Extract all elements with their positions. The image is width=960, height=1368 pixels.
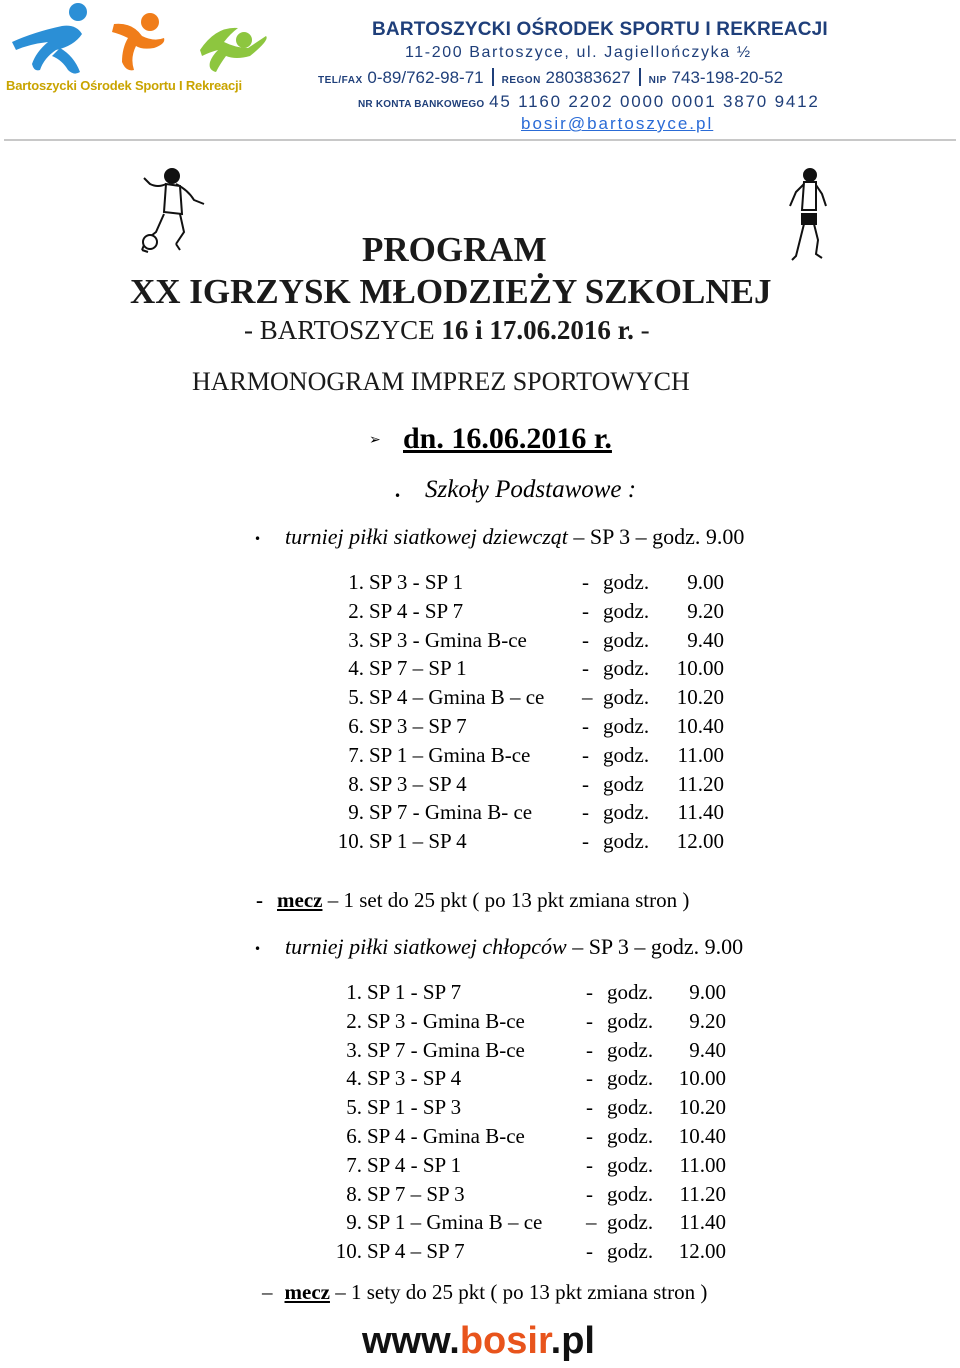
- program-title: PROGRAM: [362, 230, 547, 269]
- match-time-label: godz.: [607, 1152, 654, 1177]
- match-teams: SP 3 - SP 1: [369, 570, 464, 594]
- match-teams: SP 3 - Gmina B-ce: [369, 627, 527, 652]
- match-time: 10.20: [676, 685, 724, 710]
- match-number: 1.: [348, 570, 364, 594]
- match-row: [0, 599, 960, 628]
- match-row: [0, 1095, 960, 1124]
- bullet-icon: •: [254, 942, 262, 956]
- contact-line: [318, 68, 783, 88]
- bullet-icon: •: [254, 532, 262, 546]
- match-number: 7.: [346, 1152, 362, 1177]
- girls-tournament-title: turniej piłki siatkowej dziewcząt: [285, 524, 568, 549]
- match-number: 5.: [346, 1095, 362, 1120]
- match-time-label: godz.: [607, 1239, 654, 1264]
- match-row: [0, 1009, 960, 1038]
- match-teams: SP 4 – Gmina B – ce: [369, 685, 545, 710]
- match-row: [0, 980, 960, 1009]
- match-separator: -: [586, 1239, 593, 1264]
- match-separator: -: [582, 800, 589, 825]
- match-teams: SP 4 - SP 7: [369, 598, 464, 623]
- footer-suffix: .pl: [550, 1320, 595, 1362]
- match-teams: SP 3 - SP 4: [367, 1066, 462, 1091]
- match-number: 9.: [346, 1210, 362, 1235]
- match-number: 9.: [348, 800, 364, 825]
- match-row: [0, 1239, 960, 1268]
- nip-label: NIP: [648, 75, 667, 86]
- match-row: [0, 1038, 960, 1067]
- match-row: [0, 1066, 960, 1095]
- match-teams: SP 3 - Gmina B-ce: [367, 1008, 525, 1033]
- match-teams: SP 4 - Gmina B-ce: [367, 1124, 525, 1148]
- event-dates-prefix: - BARTOSZYCE: [244, 315, 442, 345]
- match-time: 9.20: [689, 1008, 726, 1033]
- event-dates-value: 16 i 17.06.2016 r.: [441, 315, 634, 345]
- note-dash: –: [262, 1280, 273, 1304]
- bank-account-number: 45 1160 2202 0000 0001 3870 9412: [489, 92, 820, 111]
- match-time-label: godz.: [607, 1037, 654, 1062]
- match-time: 9.40: [689, 1037, 726, 1062]
- match-time-label: godz.: [603, 800, 650, 825]
- match-time: 10.40: [678, 1124, 726, 1148]
- match-separator: -: [582, 598, 589, 623]
- tel-label: TEL/FAX: [318, 75, 363, 86]
- match-time: 9.40: [687, 627, 724, 652]
- match-time-label: godz.: [603, 627, 650, 652]
- match-row: [0, 829, 960, 858]
- football-player-icon: [138, 166, 214, 266]
- boys-tournament-info: – SP 3 – godz. 9.00: [566, 934, 744, 959]
- match-separator: -: [586, 1037, 593, 1062]
- match-time-label: godz.: [603, 742, 650, 767]
- match-time: 9.00: [687, 570, 724, 594]
- match-time-label: godz: [603, 771, 644, 796]
- boys-tournament-title: turniej piłki siatkowej chłopców: [285, 934, 567, 959]
- logo-blue-figure: [12, 3, 87, 74]
- match-teams: SP 3 – SP 7: [369, 714, 467, 738]
- footer-website: [362, 1320, 595, 1363]
- match-teams: SP 7 - Gmina B-ce: [367, 1037, 525, 1062]
- match-time: 11.40: [679, 1210, 726, 1235]
- match-number: 3.: [346, 1037, 362, 1062]
- match-separator: -: [582, 771, 589, 796]
- match-time: 10.20: [678, 1095, 726, 1120]
- match-number: 2.: [348, 598, 364, 623]
- match-teams: SP 1 - SP 3: [367, 1095, 462, 1120]
- match-row: [0, 1153, 960, 1182]
- event-title: XX IGRZYSK MŁODZIEŻY SZKOLNEJ: [130, 272, 772, 311]
- match-teams: SP 7 - Gmina B- ce: [369, 800, 533, 825]
- logo-green-figure: [200, 28, 267, 72]
- match-separator: -: [582, 742, 589, 767]
- match-row: [0, 743, 960, 772]
- note-text: – 1 sety do 25 pkt ( po 13 pkt zmiana stron ): [329, 1280, 708, 1304]
- match-teams: SP 1 – Gmina B-ce: [369, 742, 531, 767]
- match-number: 5.: [348, 685, 364, 710]
- schedule-heading: HARMONOGRAM IMPREZ SPORTOWYCH: [192, 367, 690, 396]
- match-separator: -: [582, 714, 589, 738]
- boys-match-rules: [262, 1280, 707, 1305]
- match-separator: -: [582, 627, 589, 652]
- footer-domain: bosir: [459, 1320, 551, 1362]
- match-time: 11.20: [679, 1181, 726, 1206]
- match-row: [0, 772, 960, 801]
- match-separator: -: [582, 570, 589, 594]
- organization-address: 11-200 Bartoszyce, ul. Jagiellończyka ½: [405, 44, 752, 61]
- match-time: 11.00: [677, 742, 724, 767]
- separator: [639, 68, 641, 86]
- girls-match-rules: [256, 888, 689, 913]
- regon-label: REGON: [501, 75, 541, 86]
- match-number: 8.: [348, 771, 364, 796]
- match-time-label: godz.: [603, 598, 650, 623]
- match-teams: SP 1 – Gmina B – ce: [367, 1210, 543, 1235]
- note-keyword: mecz: [284, 1280, 330, 1304]
- match-teams: SP 7 – SP 3: [367, 1181, 465, 1206]
- match-teams: SP 4 – SP 7: [367, 1239, 465, 1264]
- match-separator: -: [582, 829, 589, 854]
- girls-tournament-info: – SP 3 – godz. 9.00: [567, 524, 745, 549]
- email-link[interactable]: bosir@bartoszyce.pl: [521, 114, 714, 133]
- match-row: [0, 800, 960, 829]
- logo-orange-figure: [112, 13, 164, 70]
- match-teams: SP 7 – SP 1: [369, 656, 467, 681]
- match-time-label: godz.: [607, 1124, 654, 1148]
- separator: [492, 68, 494, 86]
- match-time-label: godz.: [603, 829, 650, 854]
- match-time-label: godz.: [603, 714, 650, 738]
- footer-prefix: www.: [362, 1320, 460, 1362]
- match-row: [0, 1124, 960, 1153]
- match-row: [0, 656, 960, 685]
- match-row: [0, 1210, 960, 1239]
- match-teams: SP 1 - SP 7: [367, 980, 462, 1004]
- note-keyword: mecz: [277, 888, 323, 912]
- match-number: 6.: [348, 714, 364, 738]
- tel-value: 0-89/762-98-71: [367, 68, 484, 87]
- match-separator: –: [582, 685, 593, 710]
- match-number: 8.: [346, 1181, 362, 1206]
- match-separator: -: [586, 1124, 593, 1148]
- match-separator: -: [586, 1095, 593, 1120]
- match-number: 10.: [335, 1239, 362, 1264]
- organization-name: BARTOSZYCKI OŚRODEK SPORTU I REKREACJI: [372, 19, 828, 40]
- match-teams: SP 3 – SP 4: [369, 771, 467, 796]
- bullet-icon: •: [394, 489, 402, 503]
- match-separator: -: [586, 980, 593, 1004]
- match-time: 10.40: [676, 714, 724, 738]
- match-time-label: godz.: [603, 570, 650, 594]
- match-time-label: godz.: [603, 685, 650, 710]
- match-number: 1.: [346, 980, 362, 1004]
- match-separator: -: [586, 1008, 593, 1033]
- match-separator: –: [586, 1210, 597, 1235]
- day-heading: dn. 16.06.2016 r.: [403, 422, 612, 455]
- match-time-label: godz.: [607, 980, 654, 1004]
- boys-tournament-heading: [285, 934, 743, 960]
- match-time: 12.00: [676, 829, 724, 854]
- match-time: 10.00: [678, 1066, 726, 1091]
- note-dash: -: [256, 888, 263, 912]
- nip-value: 743-198-20-52: [671, 68, 784, 87]
- match-number: 4.: [348, 656, 364, 681]
- match-time: 11.40: [677, 800, 724, 825]
- match-number: 10.: [337, 829, 364, 854]
- match-row: [0, 685, 960, 714]
- header-divider: [4, 139, 956, 141]
- girls-tournament-heading: [285, 524, 744, 550]
- match-time-label: godz.: [607, 1066, 654, 1091]
- match-time: 11.00: [679, 1152, 726, 1177]
- match-row: [0, 714, 960, 743]
- match-time-label: godz.: [607, 1008, 654, 1033]
- match-row: [0, 628, 960, 657]
- match-number: 6.: [346, 1124, 362, 1148]
- match-separator: -: [586, 1152, 593, 1177]
- note-text: – 1 set do 25 pkt ( po 13 pkt zmiana stron ): [322, 888, 690, 912]
- match-teams: SP 4 - SP 1: [367, 1152, 462, 1177]
- bank-account-line: [358, 92, 820, 112]
- match-number: 4.: [346, 1066, 362, 1091]
- regon-value: 280383627: [545, 68, 631, 87]
- match-row: [0, 1182, 960, 1211]
- bank-label: NR KONTA BANKOWEGO: [358, 99, 485, 110]
- match-separator: -: [586, 1066, 593, 1091]
- arrow-bullet-icon: ➢: [369, 432, 381, 448]
- match-time-label: godz.: [607, 1181, 654, 1206]
- runner-icon: [782, 166, 834, 266]
- logo-text: Bartoszycki Ośrodek Sportu I Rekreacji: [6, 78, 242, 93]
- match-teams: SP 1 – SP 4: [369, 829, 467, 854]
- event-dates-suffix: -: [633, 315, 650, 345]
- match-time-label: godz.: [603, 656, 650, 681]
- match-time: 9.00: [689, 980, 726, 1004]
- match-separator: -: [586, 1181, 593, 1206]
- match-number: 3.: [348, 627, 364, 652]
- match-time: 11.20: [677, 771, 724, 796]
- match-time: 10.00: [676, 656, 724, 681]
- match-time-label: godz.: [607, 1210, 654, 1235]
- match-time: 9.20: [687, 598, 724, 623]
- match-number: 2.: [346, 1008, 362, 1033]
- schools-heading: Szkoły Podstawowe :: [425, 476, 637, 503]
- match-time: 12.00: [678, 1239, 726, 1264]
- match-separator: -: [582, 656, 589, 681]
- match-time-label: godz.: [607, 1095, 654, 1120]
- match-row: [0, 570, 960, 599]
- match-number: 7.: [348, 742, 364, 767]
- event-dates: [244, 315, 650, 346]
